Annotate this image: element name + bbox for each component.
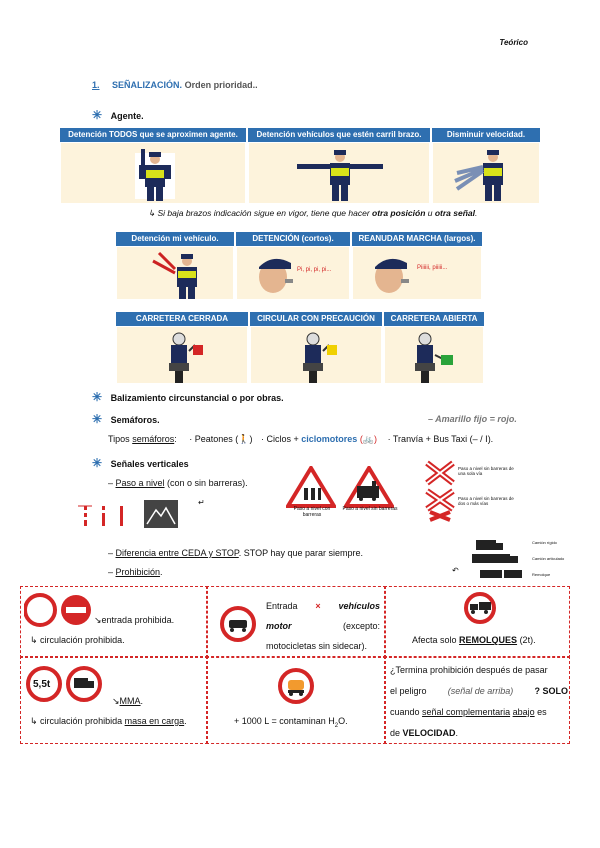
box2-entrada: Entrada bbox=[266, 601, 298, 611]
section-title: SEÑALIZACIÓN. bbox=[112, 80, 183, 90]
agente-row1-header-3: Disminuir velocidad. bbox=[432, 128, 540, 142]
box2-x-icon: × bbox=[315, 601, 321, 611]
bicycle-icon: (🚲) bbox=[359, 434, 378, 444]
verticales-label: Señales verticales bbox=[110, 459, 189, 469]
paso-nivel-posts-icon bbox=[78, 502, 138, 528]
box4-circ-end: . bbox=[184, 716, 187, 726]
agente-row2-cell-2 bbox=[236, 246, 350, 300]
box6-l3d: es bbox=[534, 707, 547, 717]
agente-note-mid: u bbox=[425, 208, 435, 218]
agente-note-bold-1: otra posición bbox=[372, 208, 426, 218]
cruz-san-andres-doble-icon bbox=[424, 488, 456, 522]
section-heading bbox=[92, 80, 258, 90]
tipos-colon: : bbox=[174, 434, 177, 444]
trucks-icon bbox=[470, 538, 530, 584]
police-stop-vehicle-icon bbox=[117, 247, 235, 301]
undo-arrow-icon: ↶ bbox=[452, 566, 459, 575]
whistle-short-icon bbox=[237, 247, 351, 301]
ceda-link: Diferencia entre CEDA y STOP bbox=[115, 548, 239, 558]
box2-motor: motor bbox=[266, 621, 292, 631]
box3-end: (2t). bbox=[517, 635, 536, 645]
agente-row2-header-2: DETENCIÓN (cortos). bbox=[236, 232, 350, 246]
agente-row2-cell-1 bbox=[116, 246, 234, 300]
box4-circ bbox=[30, 716, 187, 727]
motorcycle-yellow-flag-icon bbox=[251, 327, 383, 385]
box2-text bbox=[266, 596, 380, 656]
box6-line3 bbox=[390, 702, 568, 723]
box1-circ: ↳ circulación prohibida. bbox=[30, 635, 125, 645]
agente-note bbox=[148, 208, 477, 219]
paso-nivel-link: Paso a nivel bbox=[115, 478, 165, 488]
box6-l4a: de bbox=[390, 728, 403, 738]
agente-row2-header-1: Detención mi vehículo. bbox=[116, 232, 234, 246]
agente-row3-cell-2 bbox=[250, 326, 382, 384]
sign2-caption: Paso a nivel sin barreras bbox=[342, 506, 398, 512]
motorcycle-red-flag-icon bbox=[117, 327, 249, 385]
agente-note-prefix: ↳ Si baja brazos indicación sigue en vigor, tiene que hacer bbox=[148, 208, 373, 218]
box6-l3c: abajo bbox=[512, 707, 535, 717]
ceda-line: – Diferencia entre CEDA y STOP. STOP hay que parar siempre. bbox=[108, 548, 363, 558]
box6-text bbox=[390, 660, 568, 744]
snowflake-bullet-icon: ✳ bbox=[92, 108, 103, 122]
agente-row1-cell-2 bbox=[248, 142, 430, 204]
snowflake-bullet-icon: ✳ bbox=[92, 456, 103, 470]
box4-circ-u: masa en carga bbox=[124, 716, 185, 726]
box6-l4b: VELOCIDAD bbox=[402, 728, 456, 738]
section-subtitle: Orden prioridad.. bbox=[184, 80, 258, 90]
police-slow-down-icon bbox=[433, 143, 541, 205]
entrada-prohibida-signs-icon bbox=[24, 592, 94, 628]
truck1-label: Camión rígido bbox=[532, 540, 557, 545]
box1-entrada: ↘entrada prohibida. bbox=[94, 615, 175, 625]
box5-text-main: + 1000 L = contaminan H bbox=[234, 716, 335, 726]
agente-row3-header-1: CARRETERA CERRADA bbox=[116, 312, 248, 326]
semaforos-heading bbox=[92, 412, 160, 426]
vehiculos-motor-sign-icon bbox=[218, 604, 258, 644]
agente-label: Agente. bbox=[110, 111, 144, 121]
agente-row1-header-1: Detención TODOS que se aproximen agente. bbox=[60, 128, 246, 142]
balizamiento-heading bbox=[92, 390, 284, 404]
agente-row3-header-3: CARRETERA ABIERTA bbox=[384, 312, 484, 326]
tipos-label: Tipos bbox=[108, 434, 130, 444]
agente-row1-cell-1 bbox=[60, 142, 246, 204]
tipos-tranvia: · Tranvía + Bus Taxi (– / I). bbox=[387, 434, 494, 444]
box1-entrada-text: entrada prohibida. bbox=[101, 615, 175, 625]
whistle-long-text: Piiiiii, piiiii... bbox=[417, 265, 448, 271]
truck2-label: Camión articulado bbox=[532, 556, 565, 561]
section-number: 1. bbox=[92, 80, 100, 90]
whistle-long-icon bbox=[353, 247, 483, 301]
whistle-short-text: Pi, pi, pi, pi... bbox=[297, 267, 332, 273]
amarillo-note: – Amarillo fijo = rojo. bbox=[428, 414, 517, 424]
semaforos-label: Semáforos. bbox=[110, 415, 160, 425]
paso-nivel-line: – Paso a nivel (con o sin barreras). bbox=[108, 478, 248, 488]
remolques-sign-icon bbox=[460, 592, 500, 624]
agente-row1-cell-3 bbox=[432, 142, 540, 204]
return-glyph: ↵ bbox=[198, 498, 205, 507]
box4-mma: ↘MMA. bbox=[112, 696, 144, 706]
police-officer-icon bbox=[61, 143, 247, 205]
tipos-word: semáforos bbox=[132, 434, 175, 444]
tipos-peatones: · Peatones (🚶) bbox=[189, 434, 253, 444]
box5-text bbox=[234, 716, 348, 729]
tipos-ciclos: · Ciclos + bbox=[261, 434, 299, 444]
agente-row2-header-3: REANUDAR MARCHA (largos). bbox=[352, 232, 482, 246]
cross1-caption: Paso a nivel sin barreras de una sola vía bbox=[458, 466, 514, 476]
mercancias-contaminantes-sign-icon bbox=[276, 666, 316, 706]
motorcycle-green-flag-icon bbox=[385, 327, 485, 385]
cruz-san-andres-sencilla-icon bbox=[424, 460, 456, 486]
box6-l3a: cuando bbox=[390, 707, 423, 717]
agente-row1-header-2: Detención vehículos que estén carril brazo. bbox=[248, 128, 430, 142]
box4-circ-pre: ↳ circulación prohibida bbox=[30, 716, 125, 726]
box6-line4 bbox=[390, 723, 568, 744]
tipos-ciclomotores: ciclomotores bbox=[301, 434, 358, 444]
box6-line1: ¿Termina prohibición después de pasar bbox=[390, 665, 548, 675]
sign1-caption: Paso a nivel con barreras bbox=[293, 506, 331, 518]
box6-line2 bbox=[390, 681, 568, 702]
snowflake-bullet-icon: ✳ bbox=[92, 412, 103, 426]
cross2-caption: Paso a nivel sin barreras de dos o más vías bbox=[458, 496, 514, 506]
agente-row2-cell-3 bbox=[352, 246, 482, 300]
box2-except: (excepto: bbox=[342, 621, 380, 631]
agente-note-end: . bbox=[475, 208, 478, 218]
agente-row3-cell-1 bbox=[116, 326, 248, 384]
balizamiento-label: Balizamiento circunstancial o por obras. bbox=[110, 393, 284, 403]
prohibicion-line: – Prohibición. bbox=[108, 567, 163, 577]
ceda-rest: . STOP hay que parar siempre. bbox=[238, 548, 363, 558]
box6-l4c: . bbox=[455, 728, 459, 738]
box2-vehiculos: vehículos bbox=[338, 601, 380, 611]
paso-nivel-sin-barreras-sign-icon bbox=[344, 466, 394, 508]
verticales-heading bbox=[92, 456, 189, 470]
page-corner-title: Teórico bbox=[499, 38, 528, 47]
box6-l2b: (señal de arriba) bbox=[447, 686, 514, 696]
agente-row3-cell-3 bbox=[384, 326, 484, 384]
box2-motos: motocicletas sin sidecar). bbox=[266, 641, 368, 651]
semaforos-tipos bbox=[108, 434, 493, 445]
box6-l3b: señal complementaria bbox=[422, 707, 511, 717]
agente-row3-header-2: CIRCULAR CON PRECAUCIÓN bbox=[250, 312, 382, 326]
snowflake-bullet-icon: ✳ bbox=[92, 390, 103, 404]
agente-heading bbox=[92, 108, 144, 122]
box3-remolques: REMOLQUES bbox=[459, 635, 518, 645]
police-arms-out-icon bbox=[249, 143, 431, 205]
box2-line2 bbox=[266, 616, 380, 636]
box3-afecta: Afecta solo bbox=[412, 635, 457, 645]
mma-sign-value: 5,5t bbox=[33, 679, 51, 690]
mountain-road-sign-icon bbox=[144, 500, 178, 528]
paso-nivel-rest: (con o sin barreras). bbox=[164, 478, 248, 488]
box6-l2c: ? SOLO bbox=[534, 686, 568, 696]
box4-mma-text: MMA bbox=[119, 696, 141, 706]
box2-line1 bbox=[266, 596, 380, 616]
box5-end: O. bbox=[338, 716, 348, 726]
agente-note-bold-2: otra señal bbox=[434, 208, 475, 218]
truck3-label: Remolque bbox=[532, 572, 551, 577]
prohibicion-link: Prohibición bbox=[115, 567, 161, 577]
box6-l2a: el peligro bbox=[390, 686, 427, 696]
paso-nivel-con-barreras-sign-icon bbox=[286, 466, 336, 508]
box3-text bbox=[412, 635, 536, 645]
box5-sub: 2 bbox=[334, 722, 339, 729]
